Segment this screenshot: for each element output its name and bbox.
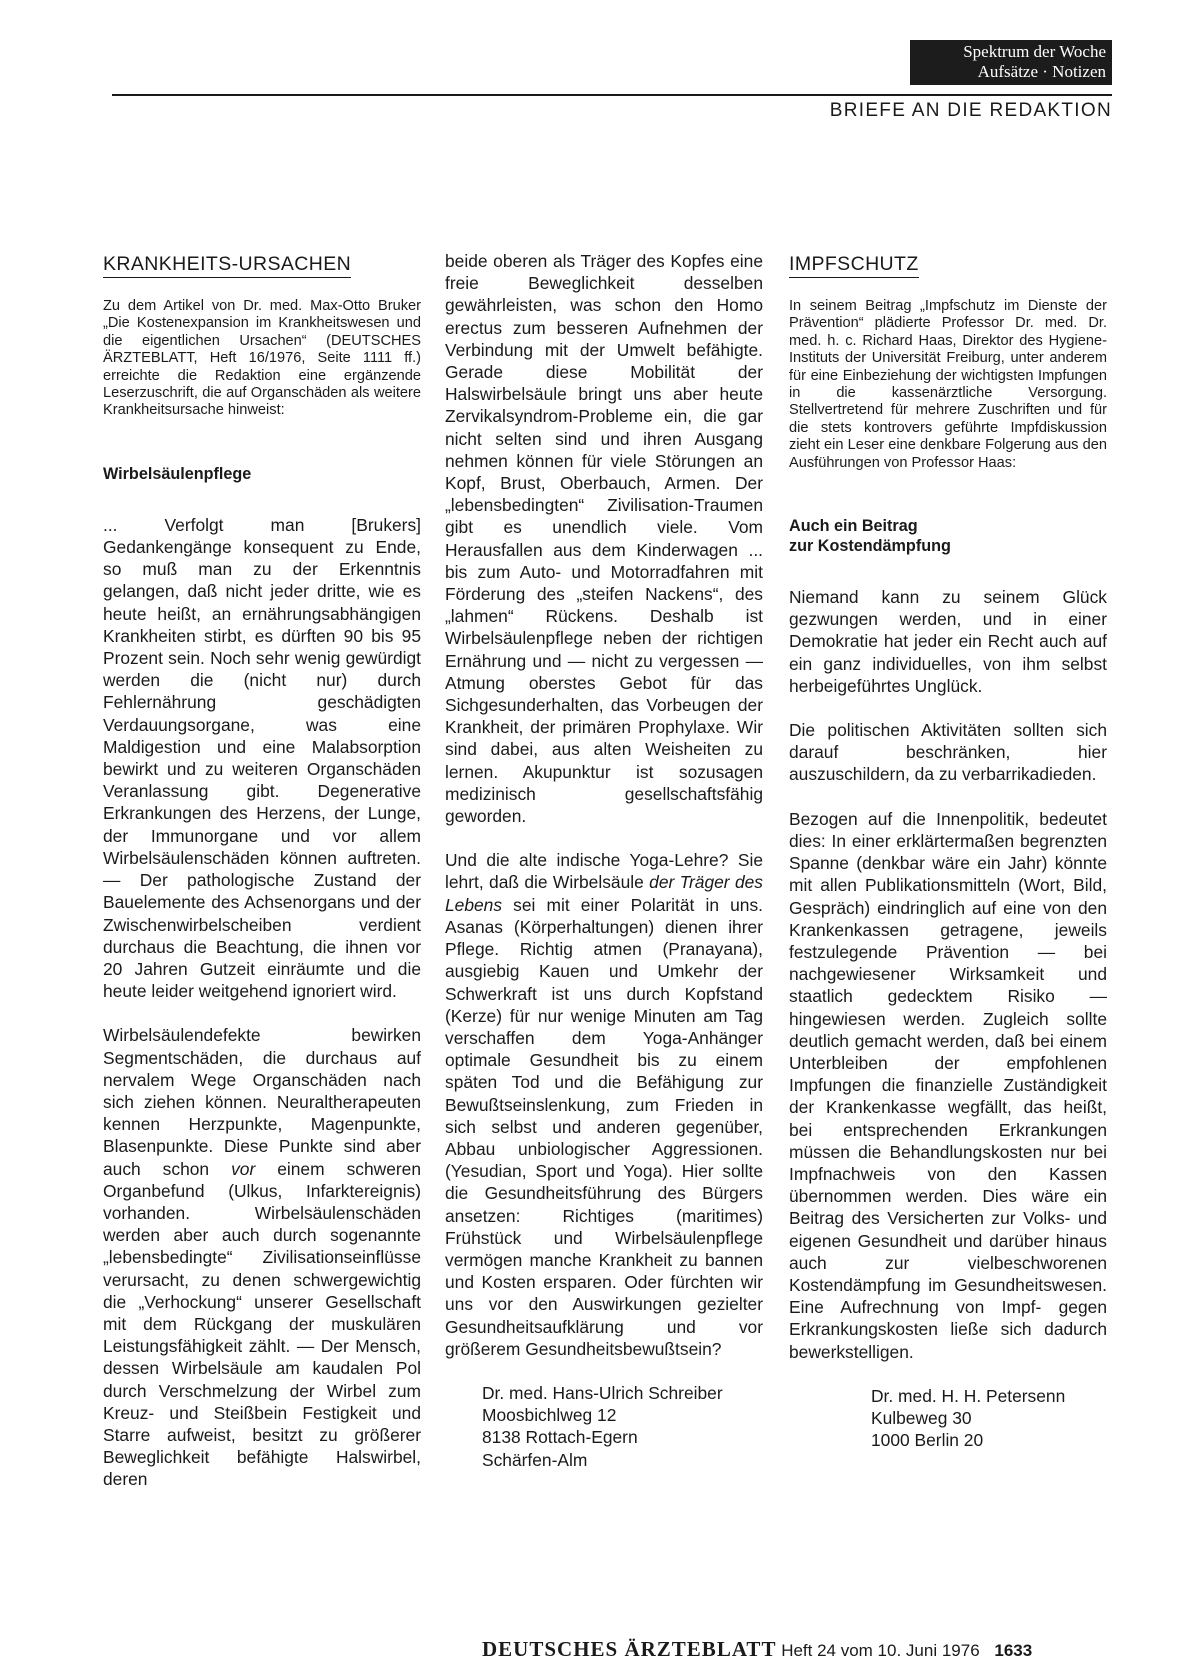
page-number: 1633 xyxy=(994,1641,1033,1660)
section-header-box xyxy=(910,40,1112,85)
issue-info: Heft 24 vom 10. Juni 1976 xyxy=(781,1641,980,1660)
signature-line: 1000 Berlin 20 xyxy=(871,1430,984,1451)
paragraph-2: Wirbelsäulendefekte bewirken Segmentschäden, die durchaus auf nervalem Wege Organschäden nach sich ziehen können. Neuraltherapeuten kennen Herzpunkte, Magenpunkte, Blasenpunkte. Diese Punkte sind aber auch schon vor einem schweren Organbefund (Ulkus, Infarktereignis) vorhanden. Wirbelsäulenschäden werden aber auch durch sogenannte „lebensbedingte“ Zivilisationseinflüsse verursacht, zu denen schwergewichtig die „Verhockung“ unserer Gesellschaft mit dem Rückgang der muskulären Leistungsfähigkeit zählt. — Der Mensch, dessen Wirbelsäule am kaudalen Pol durch Verschmelzung der Wirbel zum Kreuz- und Steißbein Festigkeit und Starre aufweist, besitzt zu größerer Beweglichkeit befähigte Halswirbel, deren xyxy=(103,1025,421,1490)
signature-line: Schärfen-Alm xyxy=(482,1449,588,1470)
article-subtitle: Auch ein Beitrag zur Kostendämpfung xyxy=(789,517,951,556)
column-2 xyxy=(445,250,763,1471)
page-footer xyxy=(482,1637,1032,1662)
signature-line: Kulbeweg 30 xyxy=(871,1407,972,1428)
journal-name: DEUTSCHES ÄRZTEBLATT xyxy=(482,1637,777,1661)
signature-schreiber xyxy=(445,1382,763,1471)
paragraph-3: Bezogen auf die Innenpolitik, bedeutet dies: In einer erklärtermaßen begrenzten Spanne (denkbar wäre ein Jahr) könnte mit allen Publikationsmitteln (Wort, Bild, Gespräch) eindringlich auf eine von den Krankenkassen getragene, jeweils festzulegende Prävention — bei nachgewiesener Wirksamkeit und staatlich gedecktem Risiko — hingewiesen werden. Zugleich sollte deutlich gemacht werden, daß bei einem Unterbleiben der empfohlenen Impfungen die finanzielle Zuständigkeit der Krankenkasse wegfällt, das heißt, bei entsprechenden Erkrankungen müssen die Behandlungskosten nur bei Impfnachweis von den Kassen übernommen werden. Dies wäre ein Beitrag des Versicherten zur Volks- und eigenen Gesundheit und darüber hinaus auch zur vielbeschworenen Kostendämpfung im Gesundheitswesen. Eine Aufrechnung von Impf- gegen Erkrankungskosten ließe sich dadurch bewerkstelligen. xyxy=(789,808,1107,1362)
signature-line: Dr. med. Hans-Ulrich Schreiber xyxy=(482,1382,723,1403)
header-rule xyxy=(112,94,1112,96)
paragraph-2: Die politischen Aktivitäten sollten sich darauf beschränken, hier auszuschildern, da zu verbarrikadieden. xyxy=(789,720,1107,785)
header-line-1: Spektrum der Woche xyxy=(963,42,1106,61)
article-title-impfschutz: IMPFSCHUTZ xyxy=(789,252,919,278)
article-title-krankheitsursachen: KRANKHEITS-URSACHEN xyxy=(103,252,351,278)
paragraph-4: Und die alte indische Yoga-Lehre? Sie lehrt, daß die Wirbelsäule der Träger des Lebens sei mit einer Polarität in uns. Asanas (Körperhaltungen) dienen ihrer Pflege. Richtig atmen (Pranayana), ausgiebig Kauen und Umkehr der Schwerkraft ist uns durch Kopfstand (Kerze) für nur wenige Minuten am Tag verschaffen dem Yoga-Anhänger optimale Gesundheit bis zu einem späten Tod und die Befähigung zur Bewußtseinslenkung, zum Frieden in sich selbst und anderen gegenüber, Abbau unbiologischer Aggressionen. (Yesudian, Sport und Yoga). Hier sollte die Gesundheitsführung des Bürgers ansetzen: Richtiges (maritimes) Frühstück und Wirbelsäulenpflege vermögen manche Krankheit zu bannen und Kosten ersparen. Oder fürchten wir uns vor den Auswirkungen gezielter Gesundheitsaufklärung und vor größerem Gesundheitsbewußtsein? xyxy=(445,850,763,1359)
column-3 xyxy=(789,252,1107,1451)
column-1 xyxy=(103,252,421,1491)
paragraph-1: ... Verfolgt man [Brukers] Gedankengänge konsequent zu Ende, so muß man zu der Erkenntnis gelangen, daß nicht jeder dritte, wie es heute heißt, an ernährungsabhängigen Krankheiten stirbt, es dürften 90 bis 95 Prozent sein. Noch sehr wenig gewürdigt werden die (nicht nur) durch Fehlernährung geschädigten Verdauungsorgane, was eine Maldigestion und eine Malabsorption bewirkt und zu weiteren Organschäden Veranlassung gibt. Degenerative Erkrankungen des Herzens, der Lunge, der Immunorgane und vor allem Wirbelsäulenschäden können auftreten. — Der pathologische Zustand der Bauelemente des Achsenorgans und der Zwischenwirbelscheiben verdient durchaus die Beachtung, die ihnen vor 20 Jahren Gutzeit einräumte und die heute leider weitgehend ignoriert wird. xyxy=(103,514,421,1002)
article-intro: In seinem Beitrag „Impfschutz im Dienste der Prävention“ plädierte Professor Dr. med. Dr. med. h. c. Richard Haas, Direktor des Hygiene-Instituts der Universität Freiburg, unter anderem für eine Einbeziehung der wichtigsten Impfungen in die kassenärztliche Versorgung. Stellvertretend für mehrere Zuschriften und für die stets kontrovers geführte Impfdiskussion zieht ein Leser eine denkbare Folgerung aus den Ausführungen von Professor Haas: xyxy=(789,298,1107,471)
signature-line: 8138 Rottach-Egern xyxy=(482,1427,638,1448)
signature-petersenn xyxy=(789,1385,1107,1452)
article-intro: Zu dem Artikel von Dr. med. Max-Otto Bruker „Die Kostenexpansion im Krankheitswesen und die eigentlichen Ursachen“ (DEUTSCHES ÄRZTEBLATT, Heft 16/1976, Seite 1111 ff.) erreichte die Redaktion eine ergänzende Leserzuschrift, die auf Organschäden als weitere Krankheitsursache hinweist: xyxy=(103,298,421,419)
signature-line: Moosbichlweg 12 xyxy=(482,1405,617,1426)
section-label: BRIEFE AN DIE REDAKTION xyxy=(829,100,1112,121)
paragraph-1: Niemand kann zu seinem Glück gezwungen werden, und in einer Demokratie hat jeder ein Recht auch auf ein ganz individuelles, von ihm selbst herbeigeführtes Unglück. xyxy=(789,587,1107,696)
header-line-2: Aufsätze · Notizen xyxy=(977,62,1106,81)
article-subtitle: Wirbelsäulenpflege xyxy=(103,464,252,483)
signature-line: Dr. med. H. H. Petersenn xyxy=(871,1385,1066,1406)
paragraph-3: beide oberen als Träger des Kopfes eine freie Beweglichkeit desselben gewährleisten, was schon den Homo erectus zum besseren Aufnehmen der Verbindung mit der Umwelt befähigte. Gerade diese Mobilität der Halswirbelsäule bringt uns aber heute Zervikalsyndrom-Probleme ein, die gar nicht selten sind und ihren Ausgang nehmen können für viele Störungen an Kopf, Brust, Oberbauch, Armen. Der „lebensbedingten“ Zivilisation-Traumen gibt es unendlich viele. Vom Herausfallen aus dem Kinderwagen ... bis zum Auto- und Motorradfahren mit Förderung des „steifen Nackens“, des „lahmen“ Rückens. Deshalb ist Wirbelsäulenpflege neben der richtigen Ernährung und — nicht zu vergessen — Atmung oberstes Gebot für das Sichgesunderhalten, das Vorbeugen der Krankheit, der primären Prophylaxe. Wir sind dabei, aus alten Weisheiten zu lernen. Akupunktur ist sozusagen medizinisch gesellschaftsfähig geworden. xyxy=(445,251,763,827)
